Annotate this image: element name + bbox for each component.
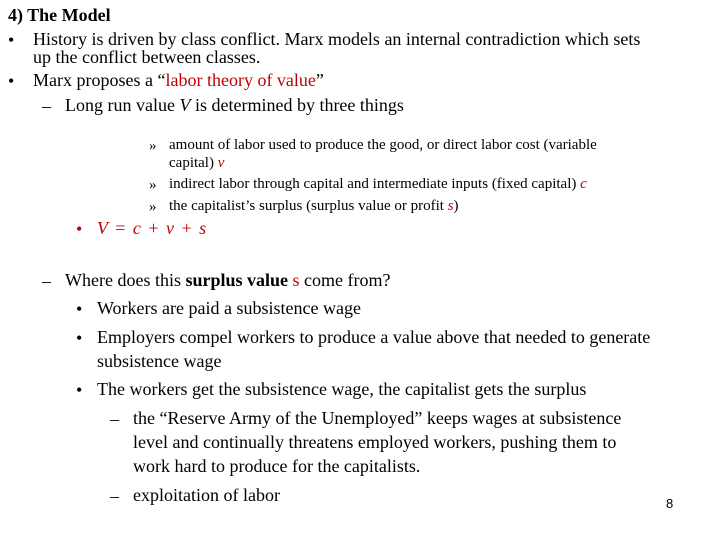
var-s-red: s <box>292 270 300 290</box>
surplus-value-bold: surplus value <box>185 270 289 290</box>
point-workers-get-wage: The workers get the subsistence wage, the capitalist gets the surplus <box>97 379 587 399</box>
bullet-marker: • <box>8 71 15 91</box>
bullet-labor-theory-pre: Marx proposes a “ <box>33 70 166 90</box>
dash-marker: – <box>42 271 51 291</box>
slide-title: 4) The Model <box>8 5 111 25</box>
page-number: 8 <box>666 496 674 511</box>
var-s: s <box>447 198 454 214</box>
point-subsistence-wage: Workers are paid a subsistence wage <box>97 298 361 318</box>
bullet-labor-theory-post: ” <box>315 70 324 90</box>
bullet-marker: • <box>76 299 83 319</box>
item-surplus <box>169 199 459 214</box>
point-employers-compel-line1: Employers compel workers to produce a value above that needed to generate <box>97 327 651 347</box>
item-direct-labor-line2 <box>169 156 224 171</box>
bullet-marker: • <box>76 328 83 348</box>
dash-marker: – <box>42 96 51 116</box>
dash-marker: – <box>110 486 119 506</box>
dash-marker: – <box>110 409 119 429</box>
sub-surplus-question-post: come from? <box>299 270 391 290</box>
subpoint-reserve-army-line3: work hard to produce for the capitalists. <box>133 456 421 476</box>
subpoint-exploitation: exploitation of labor <box>133 485 280 505</box>
item-indirect-labor-text: indirect labor through capital and intermediate inputs (fixed capital) <box>169 176 581 192</box>
subpoint-reserve-army-line2: level and continually threatens employed workers, pushing them to <box>133 432 617 452</box>
bullet-marker: • <box>76 380 83 400</box>
bullet-class-conflict-line2: up the conflict between classes. <box>33 47 261 67</box>
bullet-marker: • <box>8 30 15 50</box>
item-indirect-labor <box>169 177 587 192</box>
var-c: c <box>580 176 587 192</box>
var-V: V <box>179 95 191 115</box>
raquo-marker: » <box>149 177 157 193</box>
sub-long-run-value <box>65 96 404 114</box>
bullet-labor-theory <box>33 71 324 89</box>
item-direct-labor-line2-text: capital) <box>169 155 218 171</box>
sub-long-run-value-post: is determined by three things <box>190 95 404 115</box>
point-employers-compel-line2: subsistence wage <box>97 351 222 371</box>
bullet-marker: • <box>76 219 83 239</box>
item-direct-labor-line1: amount of labor used to produce the good, or direct labor cost (variable <box>169 137 597 153</box>
sub-surplus-question <box>65 271 391 289</box>
sub-long-run-value-pre: Long run value <box>65 95 180 115</box>
bullet-class-conflict-line1: History is driven by class conflict. Marx models an internal contradiction which sets <box>33 29 641 49</box>
var-v: v <box>217 155 225 171</box>
subpoint-reserve-army-line1: the “Reserve Army of the Unemployed” keeps wages at subsistence <box>133 408 622 428</box>
labor-theory-highlight: labor theory of value <box>165 70 316 90</box>
item-surplus-text: the capitalist’s surplus (surplus value or profit <box>169 198 448 214</box>
raquo-marker: » <box>149 199 157 215</box>
sub-surplus-question-pre: Where does this <box>65 270 186 290</box>
value-formula: V = c + v + s <box>97 218 208 238</box>
raquo-marker: » <box>149 138 157 154</box>
item-surplus-close: ) <box>453 198 459 214</box>
